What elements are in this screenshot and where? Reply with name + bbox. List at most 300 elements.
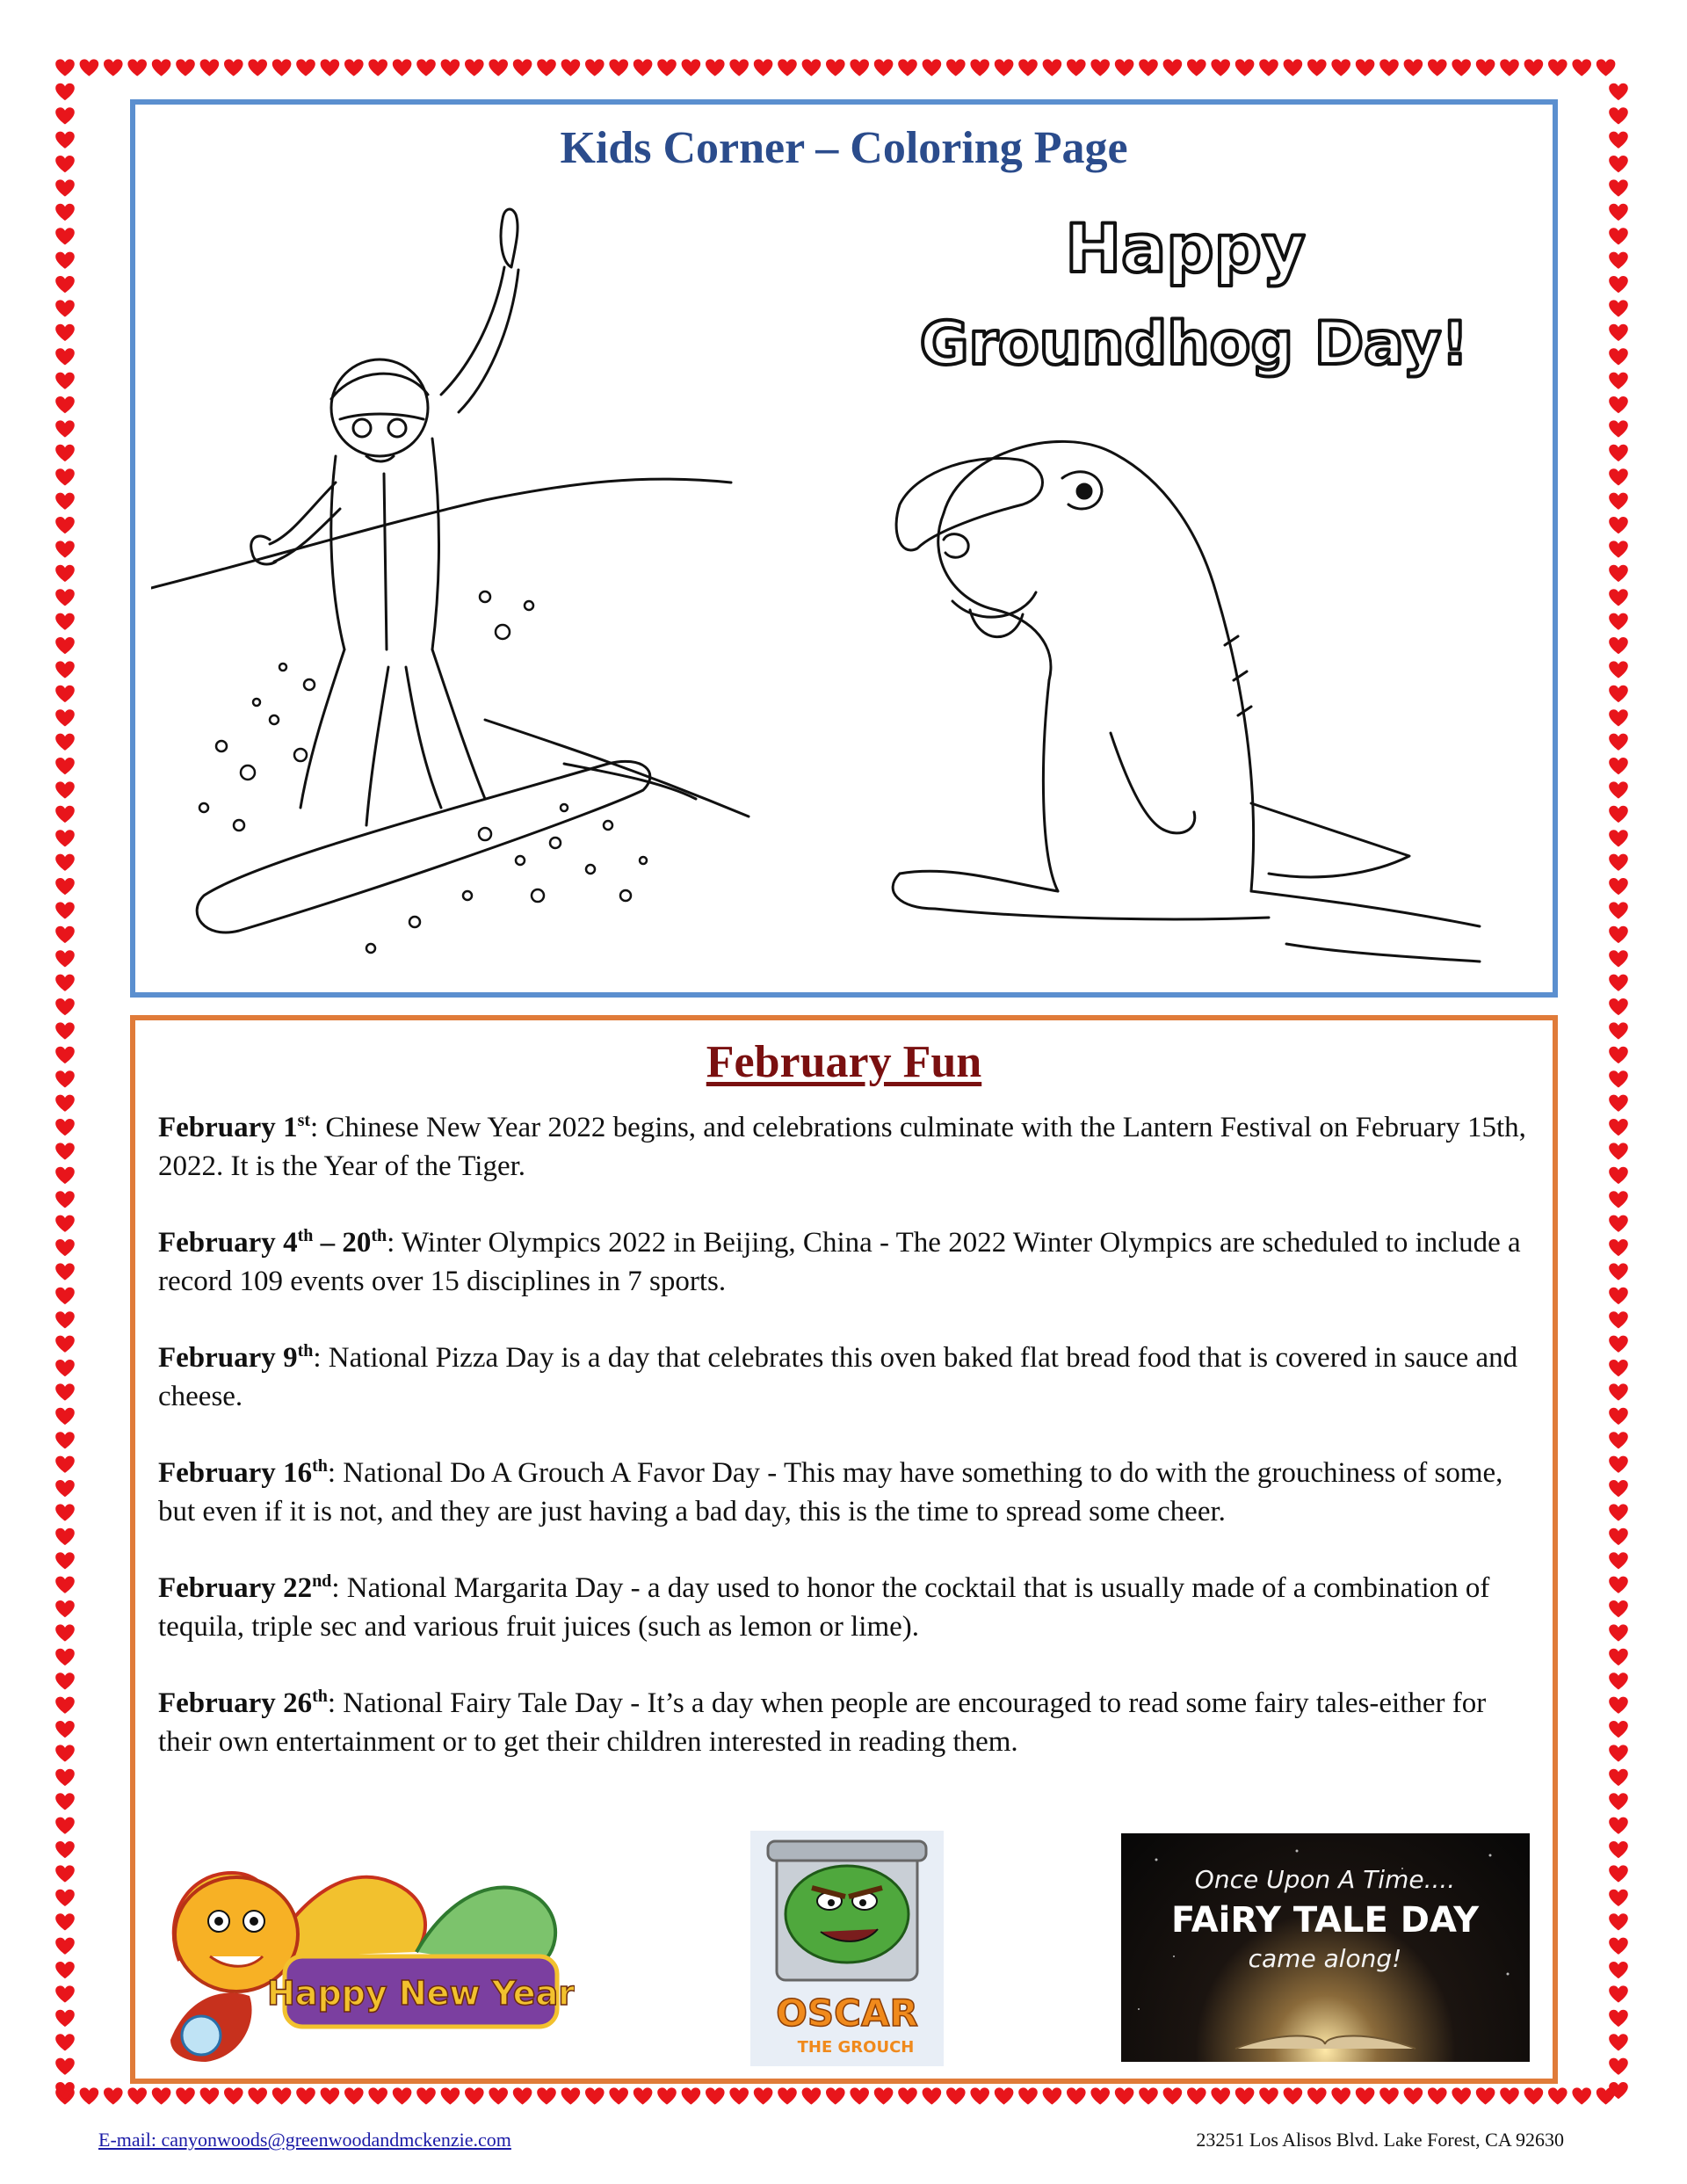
heart-icon: [1609, 1408, 1628, 1425]
heart-icon: [55, 1456, 75, 1473]
heart-icon: [1356, 59, 1375, 76]
heart-icon: [1404, 59, 1423, 76]
heart-icon: [127, 2087, 147, 2104]
heart-icon: [55, 902, 75, 918]
heart-icon: [1596, 2087, 1616, 2104]
heart-icon: [55, 1383, 75, 1400]
heart-icon: [802, 59, 822, 76]
heart-icon: [778, 59, 797, 76]
heart-icon: [1609, 1456, 1628, 1473]
heart-icon: [1609, 1938, 1628, 1955]
heart-icon: [850, 2087, 869, 2104]
heart-icon: [176, 2087, 195, 2104]
heart-icon: [55, 1890, 75, 1906]
heart-icon: [585, 2087, 605, 2104]
heart-icon: [1609, 1649, 1628, 1665]
heart-icon: [176, 59, 195, 76]
heart-icon: [1139, 59, 1158, 76]
heart-icon: [1548, 2087, 1568, 2104]
heart-icon: [55, 83, 75, 100]
heart-icon: [729, 2087, 749, 2104]
heart-icon: [55, 2034, 75, 2050]
heart-icon: [55, 1360, 75, 1376]
heart-icon: [55, 1962, 75, 1978]
heart-icon: [55, 1263, 75, 1280]
heart-icon: [1043, 59, 1062, 76]
heart-icon: [850, 59, 869, 76]
heart-icon: [104, 2087, 123, 2104]
heart-icon: [55, 276, 75, 293]
heart-icon: [537, 2087, 556, 2104]
heart-icon: [441, 2087, 460, 2104]
heart-icon: [1609, 1143, 1628, 1159]
heart-icon: [296, 2087, 315, 2104]
heart-icon: [55, 445, 75, 461]
heart-icon: [1609, 1769, 1628, 1786]
heart-icon: [55, 1600, 75, 1617]
event-item: [158, 1108, 1526, 1186]
heart-icon: [513, 2087, 532, 2104]
heart-icon: [55, 854, 75, 871]
heart-icon: [55, 878, 75, 895]
heart-icon: [416, 2087, 436, 2104]
event-date: February 16th: [158, 1456, 328, 1489]
heart-icon: [995, 2087, 1014, 2104]
event-item: [158, 1569, 1526, 1646]
heart-icon: [1609, 1552, 1628, 1569]
heart-icon: [1018, 59, 1038, 76]
heart-icon: [55, 1215, 75, 1232]
heart-icon: [55, 1336, 75, 1353]
february-fun-panel: [130, 1015, 1558, 2084]
heart-icon: [55, 1239, 75, 1256]
event-date: February 4th – 20th: [158, 1226, 387, 1259]
heart-icon: [55, 781, 75, 798]
heart-icon: [55, 1119, 75, 1136]
heart-icon: [1307, 2087, 1327, 2104]
heart-icon: [55, 204, 75, 221]
heart-icon: [706, 2087, 725, 2104]
heart-icon: [55, 1167, 75, 1184]
heart-icon: [1211, 59, 1230, 76]
heart-icon: [55, 1913, 75, 1930]
oscar-the-grouch-logo: [750, 1831, 944, 2066]
heart-icon: [1609, 1070, 1628, 1087]
heart-icon: [1609, 1913, 1628, 1930]
heart-icon: [1284, 2087, 1303, 2104]
heart-icon: [1609, 565, 1628, 582]
heart-icon: [1090, 2087, 1110, 2104]
heart-icon: [80, 59, 99, 76]
heart-icon: [754, 59, 773, 76]
fairy-line2: FAiRY TALE DAY: [1170, 1900, 1480, 1941]
heart-icon: [1524, 59, 1544, 76]
heart-icon: [1609, 228, 1628, 244]
heart-icon: [923, 59, 942, 76]
heart-icon: [55, 1552, 75, 1569]
heart-icon: [152, 2087, 171, 2104]
heart-icon: [1609, 661, 1628, 678]
heart-icon: [55, 1577, 75, 1593]
heart-icon: [272, 2087, 292, 2104]
heart-icon: [634, 2087, 653, 2104]
happy-new-year-label: Happy New Year: [267, 1974, 575, 2013]
heart-icon: [537, 59, 556, 76]
heart-icon: [1609, 2058, 1628, 2075]
groundhog-caption-line1: Happy: [1065, 209, 1306, 287]
heart-icon: [465, 2087, 484, 2104]
heart-icon: [1609, 1890, 1628, 1906]
heart-icon: [1609, 396, 1628, 413]
heart-icon: [321, 59, 340, 76]
heart-icon: [1609, 1985, 1628, 2002]
heart-icon: [368, 59, 387, 76]
heart-icon: [55, 252, 75, 269]
heart-icon: [393, 2087, 412, 2104]
heart-icon: [55, 950, 75, 967]
heart-icon: [55, 228, 75, 244]
heart-icon: [1609, 1504, 1628, 1520]
heart-icon: [55, 1745, 75, 1761]
heart-icon: [55, 348, 75, 365]
heart-icon: [55, 926, 75, 943]
heart-icon: [55, 1480, 75, 1497]
heart-icon: [946, 2087, 966, 2104]
heart-icon: [1609, 1624, 1628, 1641]
heart-icon: [682, 2087, 701, 2104]
heart-icon: [55, 517, 75, 533]
heart-icon: [1609, 1336, 1628, 1353]
heart-icon: [55, 1841, 75, 1858]
heart-icon: [1163, 59, 1183, 76]
heart-icon: [1609, 1095, 1628, 1112]
heart-icon: [657, 2087, 677, 2104]
heart-icon: [1609, 1600, 1628, 1617]
heart-icon: [1067, 59, 1086, 76]
heart-icon: [55, 613, 75, 630]
heart-icon: [923, 2087, 942, 2104]
heart-icon: [55, 1818, 75, 1834]
heart-icon: [200, 59, 220, 76]
heart-icon: [513, 59, 532, 76]
heart-icon: [1609, 998, 1628, 1015]
heart-icon: [1331, 2087, 1350, 2104]
heart-icon: [1609, 830, 1628, 846]
heart-icon: [1452, 2087, 1471, 2104]
heart-icon: [1609, 517, 1628, 533]
heart-icon: [1609, 854, 1628, 871]
heart-icon: [1609, 686, 1628, 702]
heart-icon: [55, 1022, 75, 1039]
heart-icon: [1572, 2087, 1591, 2104]
heart-icon: [55, 1432, 75, 1448]
heart-icon: [55, 1408, 75, 1425]
heart-icon: [55, 1793, 75, 1810]
heart-icon: [1115, 2087, 1134, 2104]
heart-icon: [778, 2087, 797, 2104]
heart-icon: [55, 709, 75, 726]
heart-icon: [1609, 156, 1628, 172]
heart-icon: [1609, 300, 1628, 316]
heart-icon: [874, 2087, 894, 2104]
heart-icon: [1609, 1022, 1628, 1039]
heart-icon: [296, 59, 315, 76]
heart-icon: [1609, 348, 1628, 365]
heart-icon: [1609, 493, 1628, 510]
heart-icon: [55, 1769, 75, 1786]
heart-icon: [1609, 734, 1628, 751]
heart-icon: [55, 373, 75, 389]
event-description: : National Do A Grouch A Favor Day - This may have something to do with the grouchiness of some, but even if it is not, and they are just having a bad day, this is the time to spread some cheer.: [158, 1457, 1503, 1527]
heart-icon: [1609, 1047, 1628, 1063]
heart-icon: [1609, 1841, 1628, 1858]
heart-icon: [1609, 709, 1628, 726]
heart-icon: [200, 2087, 220, 2104]
heart-icon: [561, 59, 581, 76]
heart-icon: [1356, 2087, 1375, 2104]
heart-icon: [1307, 59, 1327, 76]
oscar-name-label: OSCAR: [776, 1992, 918, 2035]
heart-icon: [55, 1288, 75, 1304]
heart-icon: [55, 1528, 75, 1545]
heart-icon: [344, 2087, 364, 2104]
heart-icon: [55, 1143, 75, 1159]
heart-icon: [995, 59, 1014, 76]
heart-icon: [1609, 589, 1628, 606]
heart-icon: [754, 2087, 773, 2104]
heart-icon: [826, 59, 845, 76]
heart-icon: [1524, 2087, 1544, 2104]
heart-icon: [1609, 1311, 1628, 1328]
heart-icon: [898, 59, 917, 76]
heart-icon: [489, 2087, 508, 2104]
heart-icon: [55, 179, 75, 196]
heart-icon: [1609, 1288, 1628, 1304]
heart-icon: [55, 2010, 75, 2027]
heart-icon: [344, 59, 364, 76]
event-description: : National Pizza Day is a day that celebrates this oven baked flat bread food that is covered in sauce and cheese.: [158, 1342, 1518, 1412]
heart-icon: [1379, 2087, 1399, 2104]
heart-icon: [657, 59, 677, 76]
event-item: [158, 1223, 1526, 1301]
heart-icon: [1609, 1263, 1628, 1280]
heart-icon: [1500, 2087, 1519, 2104]
heart-icon: [224, 2087, 243, 2104]
heart-icon: [1609, 1577, 1628, 1593]
heart-icon: [1609, 781, 1628, 798]
heart-icon: [55, 734, 75, 751]
heart-icon: [1609, 1793, 1628, 1810]
heart-icon: [55, 1504, 75, 1520]
heart-icon: [1609, 1167, 1628, 1184]
heart-icon: [55, 107, 75, 124]
fairy-line1: Once Upon A Time....: [1194, 1865, 1456, 1894]
heart-icon: [1452, 59, 1471, 76]
heart-icon: [272, 59, 292, 76]
heart-icon: [1609, 902, 1628, 918]
heart-icon: [55, 661, 75, 678]
heart-icon: [1609, 1360, 1628, 1376]
heart-icon: [585, 59, 605, 76]
heart-icon: [1609, 324, 1628, 341]
heart-icon: [1609, 445, 1628, 461]
heart-icon: [898, 2087, 917, 2104]
heart-icon: [55, 300, 75, 316]
heart-icon: [1067, 2087, 1086, 2104]
heart-icon: [1609, 252, 1628, 269]
heart-icon: [55, 806, 75, 823]
heart-icon: [55, 2087, 75, 2104]
heart-icon: [1609, 1721, 1628, 1738]
heart-icon: [55, 1047, 75, 1063]
groundhog-illustration: [847, 188, 1532, 979]
heart-icon: [80, 2087, 99, 2104]
heart-icon: [1609, 276, 1628, 293]
heart-icon: [55, 541, 75, 557]
heart-icon: [1609, 1119, 1628, 1136]
snowboarder-illustration: [151, 192, 757, 966]
heart-icon: [1609, 1191, 1628, 1208]
heart-icon: [1235, 2087, 1255, 2104]
heart-icon: [55, 493, 75, 510]
event-description: : Winter Olympics 2022 in Beijing, China - The 2022 Winter Olympics are scheduled to include a record 109 events over 15 disciplines in 7 sports.: [158, 1227, 1521, 1297]
heart-icon: [55, 1311, 75, 1328]
heart-icon: [1187, 2087, 1206, 2104]
heart-icon: [1379, 59, 1399, 76]
heart-icon: [55, 1070, 75, 1087]
heart-icon: [1609, 541, 1628, 557]
heart-icon: [1609, 373, 1628, 389]
heart-icon: [1609, 926, 1628, 943]
heart-icon: [55, 468, 75, 485]
heart-icon: [55, 830, 75, 846]
heart-icon: [55, 565, 75, 582]
heart-icon: [1609, 637, 1628, 654]
heart-icon: [802, 2087, 822, 2104]
heart-icon: [1609, 204, 1628, 221]
heart-icon: [634, 59, 653, 76]
footer-address: 23251 Los Alisos Blvd. Lake Forest, CA 92630: [1196, 2129, 1564, 2151]
heart-icon: [1609, 1239, 1628, 1256]
heart-icon: [1609, 468, 1628, 485]
heart-icon: [1609, 1818, 1628, 1834]
heart-icon: [1609, 1480, 1628, 1497]
heart-icon: [55, 1865, 75, 1882]
heart-icon: [55, 1624, 75, 1641]
heart-icon: [55, 2058, 75, 2075]
heart-icon: [224, 59, 243, 76]
heart-icon: [1609, 1745, 1628, 1761]
heart-icon: [946, 59, 966, 76]
heart-icon: [393, 59, 412, 76]
heart-icon: [55, 1721, 75, 1738]
heart-icon: [1609, 107, 1628, 124]
oscar-subtitle-label: THE GROUCH: [797, 2038, 915, 2057]
heart-icon: [1609, 1962, 1628, 1978]
heart-icon: [1609, 975, 1628, 991]
heart-icon: [55, 1649, 75, 1665]
heart-icon: [55, 1095, 75, 1112]
heart-icon: [729, 59, 749, 76]
heart-icon: [55, 1985, 75, 2002]
event-date: February 1st: [158, 1111, 311, 1143]
heart-icon: [248, 2087, 267, 2104]
heart-icon: [874, 59, 894, 76]
heart-icon: [1163, 2087, 1183, 2104]
heart-icon: [104, 59, 123, 76]
event-item: [158, 1454, 1526, 1531]
heart-icon: [1609, 1697, 1628, 1714]
event-list: [158, 1108, 1526, 1799]
heart-icon: [1609, 1865, 1628, 1882]
heart-icon: [706, 59, 725, 76]
heart-icon: [55, 132, 75, 149]
heart-icon: [55, 1672, 75, 1689]
heart-icon: [489, 59, 508, 76]
heart-icon: [609, 59, 628, 76]
event-date: February 26th: [158, 1687, 328, 1719]
heart-icon: [1609, 2034, 1628, 2050]
event-description: : Chinese New Year 2022 begins, and celebrations culminate with the Lantern Festival on February 15th, 2022. It is the Year of the Tiger.: [158, 1112, 1526, 1182]
heart-icon: [1609, 420, 1628, 437]
heart-icon: [1211, 2087, 1230, 2104]
heart-icon: [1404, 2087, 1423, 2104]
heart-icon: [609, 2087, 628, 2104]
heart-icon: [55, 758, 75, 774]
heart-icon: [1018, 2087, 1038, 2104]
heart-icon: [55, 998, 75, 1015]
heart-icon: [55, 420, 75, 437]
heart-icon: [441, 59, 460, 76]
heart-icon: [561, 2087, 581, 2104]
heart-icon: [1609, 83, 1628, 100]
heart-icon: [55, 1697, 75, 1714]
coloring-page-title: Kids Corner – Coloring Page: [560, 123, 1128, 173]
happy-new-year-logo: [153, 1838, 575, 2066]
heart-icon: [1609, 2010, 1628, 2027]
heart-icon: [1331, 59, 1350, 76]
heart-icon: [1609, 1672, 1628, 1689]
heart-icon: [55, 1938, 75, 1955]
heart-icon: [826, 2087, 845, 2104]
heart-icon: [682, 59, 701, 76]
heart-icon: [1596, 59, 1616, 76]
heart-icon: [1043, 2087, 1062, 2104]
heart-icon: [55, 589, 75, 606]
heart-icon: [1548, 59, 1568, 76]
heart-icon: [1609, 1215, 1628, 1232]
heart-icon: [1609, 1432, 1628, 1448]
heart-icon: [1476, 59, 1495, 76]
heart-icon: [416, 59, 436, 76]
heart-icon: [1115, 59, 1134, 76]
heart-icon: [1609, 613, 1628, 630]
event-item: [158, 1339, 1526, 1416]
heart-icon: [1428, 2087, 1447, 2104]
heart-icon: [1090, 59, 1110, 76]
heart-icon: [1609, 179, 1628, 196]
february-fun-title: February Fun: [706, 1037, 982, 1087]
heart-icon: [1500, 59, 1519, 76]
heart-icon: [152, 59, 171, 76]
heart-icon: [970, 59, 989, 76]
fairy-line3: came along!: [1248, 1944, 1402, 1973]
heart-icon: [55, 156, 75, 172]
heart-icon: [127, 59, 147, 76]
heart-icon: [1609, 758, 1628, 774]
heart-icon: [55, 2082, 75, 2099]
footer-email-link[interactable]: E-mail: canyonwoods@greenwoodandmckenzie.com: [98, 2129, 511, 2151]
